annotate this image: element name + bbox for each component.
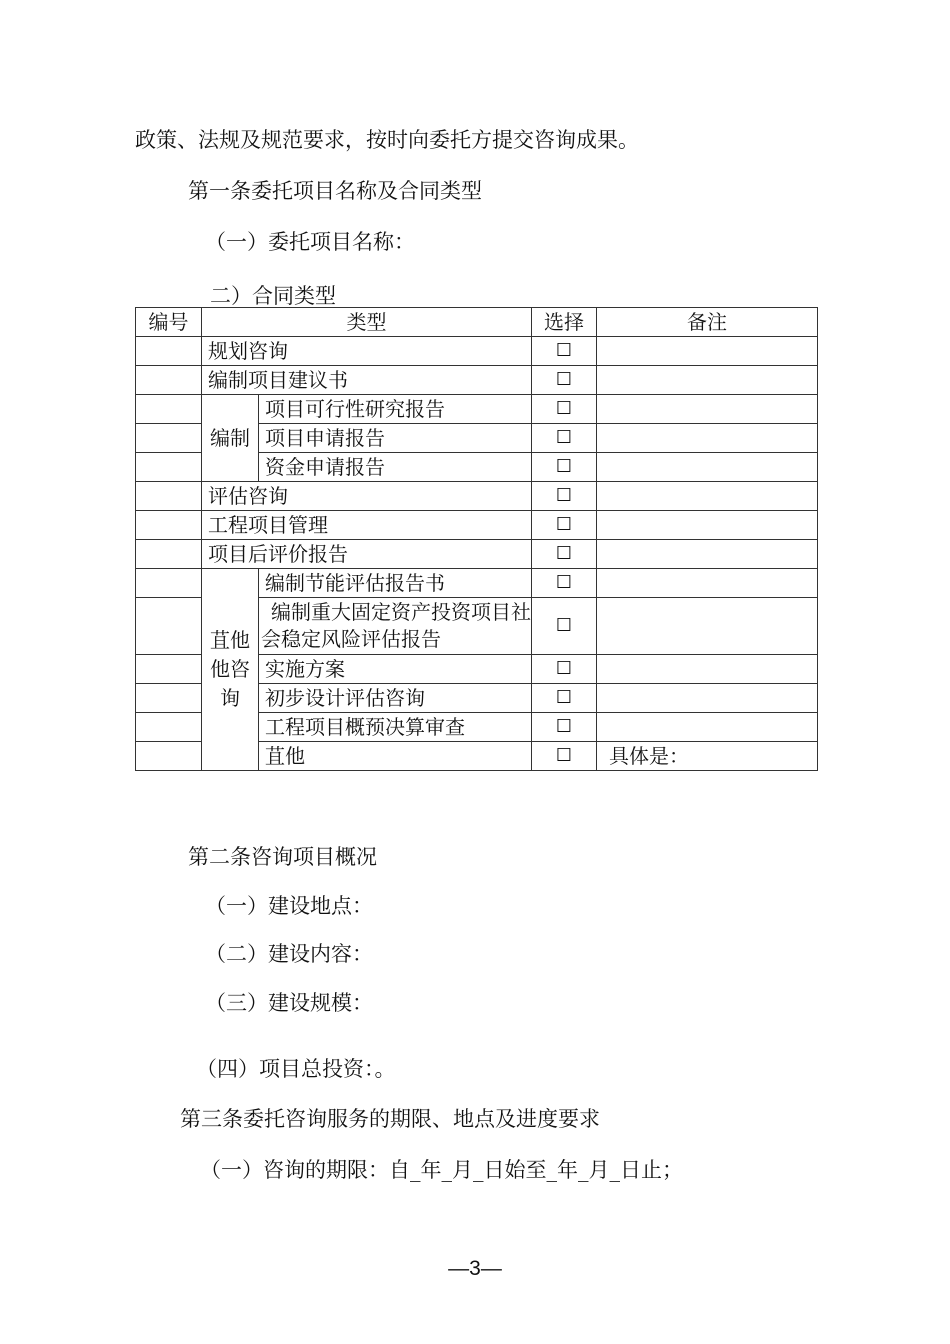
remark-cell — [597, 684, 818, 713]
select-checkbox[interactable]: ☐ — [532, 540, 597, 569]
group-label-qita: 苴他他咨询 — [202, 569, 259, 771]
type-cell: 初步设计评估咨询 — [259, 684, 532, 713]
remark-cell — [597, 655, 818, 684]
select-checkbox[interactable]: ☐ — [532, 598, 597, 655]
remark-cell — [597, 395, 818, 424]
type-cell: 项目后评价报告 — [202, 540, 532, 569]
table-row — [136, 337, 818, 366]
article-2-item-2: （二）建设内容： — [205, 942, 373, 966]
type-cell: 资金申请报告 — [259, 453, 532, 482]
remark-cell — [597, 482, 818, 511]
number-cell — [136, 395, 202, 424]
remark-cell — [597, 540, 818, 569]
remark-cell — [597, 713, 818, 742]
article-2-item-1: （一）建设地点： — [205, 894, 373, 918]
article-1-item-1: （一）委托项目名称： — [205, 230, 415, 254]
number-cell — [136, 482, 202, 511]
table-row — [136, 569, 818, 598]
select-checkbox[interactable]: ☐ — [532, 713, 597, 742]
group-label-bianzhi: 编制 — [202, 395, 259, 482]
type-cell: 项目申请报告 — [259, 424, 532, 453]
table-header-row — [136, 308, 818, 337]
type-cell: 编制重大固定资产投资项目社会稳定风险评估报告 — [259, 598, 532, 655]
select-checkbox[interactable]: ☐ — [532, 395, 597, 424]
number-cell — [136, 684, 202, 713]
number-cell — [136, 598, 202, 655]
number-cell — [136, 569, 202, 598]
select-checkbox[interactable]: ☐ — [532, 655, 597, 684]
header-number: 编号 — [136, 308, 202, 337]
select-checkbox[interactable]: ☐ — [532, 742, 597, 771]
number-cell — [136, 540, 202, 569]
remark-cell — [597, 598, 818, 655]
number-cell — [136, 366, 202, 395]
remark-cell — [597, 366, 818, 395]
remark-cell — [597, 337, 818, 366]
header-type: 类型 — [202, 308, 532, 337]
select-checkbox[interactable]: ☐ — [532, 511, 597, 540]
select-checkbox[interactable]: ☐ — [532, 569, 597, 598]
number-cell — [136, 337, 202, 366]
select-checkbox[interactable]: ☐ — [532, 366, 597, 395]
article-2-item-4: （四）项目总投资：。 — [196, 1057, 396, 1081]
number-cell — [136, 424, 202, 453]
article-3-item-1: （一）咨询的期限：自_年_月_日始至_年_月_日止； — [200, 1158, 683, 1182]
number-cell — [136, 453, 202, 482]
type-cell: 编制项目建议书 — [202, 366, 532, 395]
table-row — [136, 482, 818, 511]
table-row — [136, 540, 818, 569]
type-cell: 工程项目概预决算审查 — [259, 713, 532, 742]
select-checkbox[interactable]: ☐ — [532, 337, 597, 366]
remark-cell: 具体是： — [597, 742, 818, 771]
type-cell: 苴他 — [259, 742, 532, 771]
page-number: —3— — [448, 1257, 502, 1280]
article-3-title: 第三条委托咨询服务的期限、地点及进度要求 — [180, 1107, 600, 1131]
table-row — [136, 511, 818, 540]
article-1-item-2: 二）合同类型 — [210, 284, 336, 308]
remark-cell — [597, 453, 818, 482]
number-cell — [136, 742, 202, 771]
article-2-title: 第二条咨询项目概况 — [188, 845, 377, 869]
header-remark: 备注 — [597, 308, 818, 337]
article-2-item-3: （三）建设规模： — [205, 991, 373, 1015]
type-cell: 工程项目管理 — [202, 511, 532, 540]
number-cell — [136, 655, 202, 684]
remark-cell — [597, 569, 818, 598]
number-cell — [136, 511, 202, 540]
select-checkbox[interactable]: ☐ — [532, 424, 597, 453]
type-cell: 实施方案 — [259, 655, 532, 684]
type-cell: 编制节能评估报告书 — [259, 569, 532, 598]
table-row — [136, 366, 818, 395]
table-row — [136, 395, 818, 424]
remark-cell — [597, 511, 818, 540]
number-cell — [136, 713, 202, 742]
type-cell: 规划咨询 — [202, 337, 532, 366]
article-1-title: 第一条委托项目名称及合同类型 — [188, 179, 482, 203]
type-cell: 项目可行性研究报告 — [259, 395, 532, 424]
header-select: 选择 — [532, 308, 597, 337]
remark-cell — [597, 424, 818, 453]
select-checkbox[interactable]: ☐ — [532, 482, 597, 511]
paragraph-continuation: 政策、法规及规范要求，按时向委托方提交咨询成果。 — [135, 128, 639, 152]
contract-type-table — [135, 307, 818, 771]
type-cell: 评估咨询 — [202, 482, 532, 511]
select-checkbox[interactable]: ☐ — [532, 684, 597, 713]
select-checkbox[interactable]: ☐ — [532, 453, 597, 482]
